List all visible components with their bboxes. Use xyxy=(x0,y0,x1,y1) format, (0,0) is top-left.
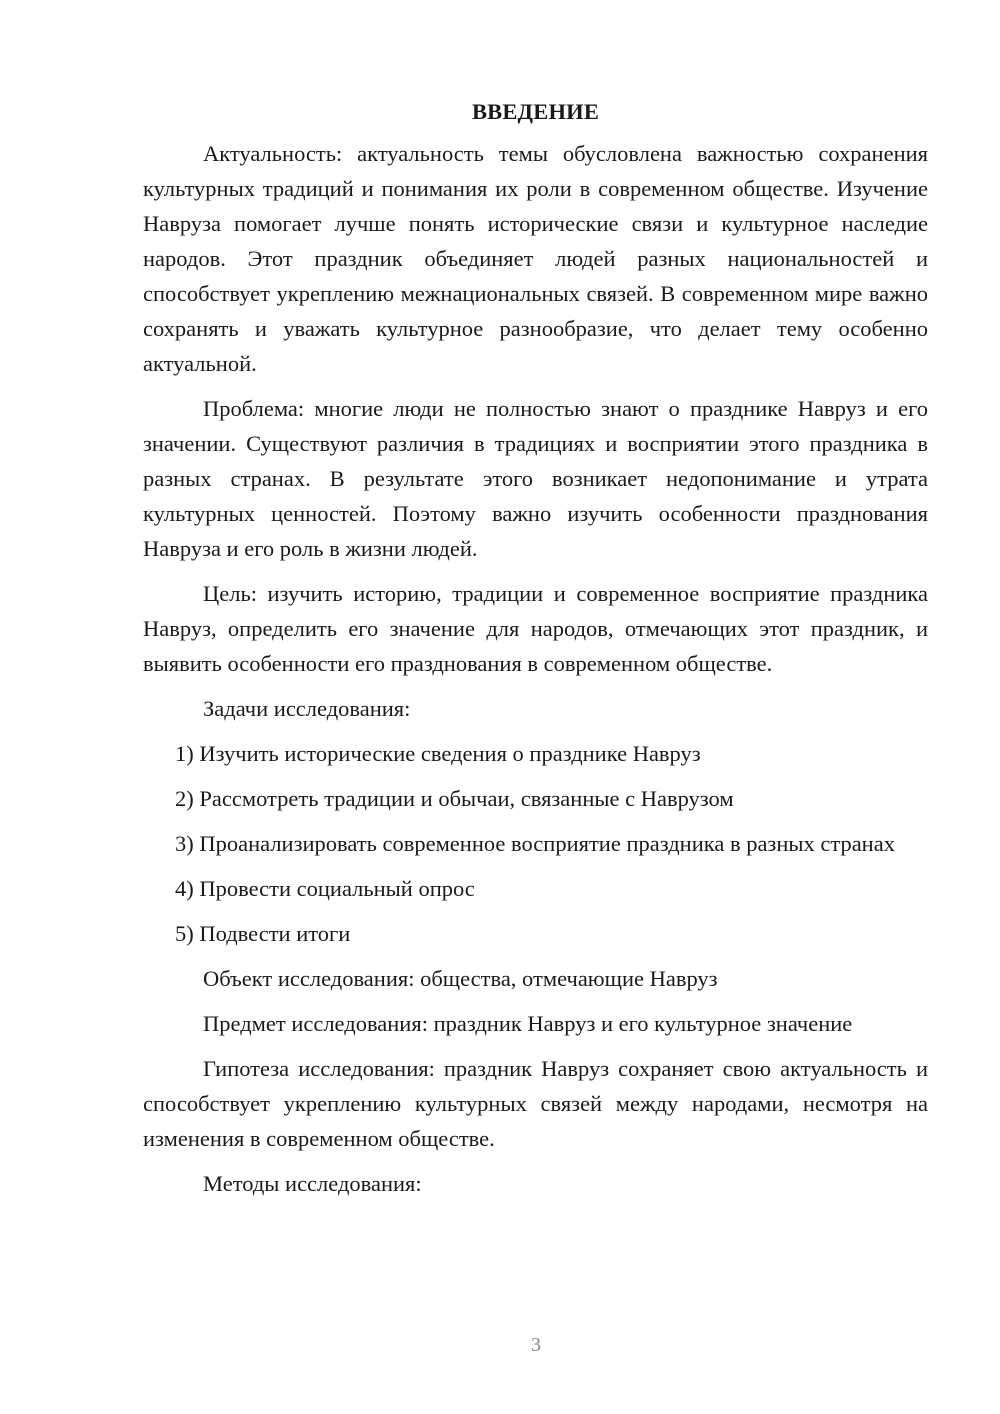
methods-paragraph: Методы исследования: xyxy=(203,1171,422,1196)
goal-paragraph: Цель: изучить историю, традиции и современное восприятие праздника Навруз, определить его значение для народов, отмечающих этот праздник, и выявить особенности его празднования в современном обществе. xyxy=(143,581,928,676)
problem-paragraph: Проблема: многие люди не полностью знают о празднике Навруз и его значении. Существуют различия в традициях и восприятии этого праздника в разных странах. В результате этого возникает недопонимание и утрата культурных ценностей. Поэтому важно изучить особенности празднования Навруза и его роль в жизни людей. xyxy=(143,396,928,561)
document-page xyxy=(143,90,928,1211)
subject-paragraph: Предмет исследования: праздник Навруз и его культурное значение xyxy=(203,1011,853,1036)
page-number: 3 xyxy=(531,1334,541,1356)
task-item-3: 3) Проанализировать современное восприятие праздника в разных странах xyxy=(175,831,895,856)
task-item-1: 1) Изучить исторические сведения о празднике Навруз xyxy=(175,741,701,766)
object-paragraph: Объект исследования: общества, отмечающие Навруз xyxy=(203,966,718,991)
tasks-title: Задачи исследования: xyxy=(203,696,411,721)
hypothesis-paragraph: Гипотеза исследования: праздник Навруз сохраняет свою актуальность и способствует укреплению культурных связей между народами, несмотря на изменения в современном обществе. xyxy=(143,1056,928,1151)
task-item-5: 5) Подвести итоги xyxy=(175,921,351,946)
task-item-2: 2) Рассмотреть традиции и обычаи, связанные с Наврузом xyxy=(175,786,734,811)
section-heading: ВВЕДЕНИЕ xyxy=(471,99,600,124)
task-item-4: 4) Провести социальный опрос xyxy=(175,876,475,901)
relevance-paragraph: Актуальность: актуальность темы обусловлена важностью сохранения культурных традиций и понимания их роли в современном обществе. Изучение Навруза помогает лучше понять исторические связи и культурное наследие народов. Этот праздник объединяет людей разных национальностей и способствует укреплению межнациональных связей. В современном мире важно сохранять и уважать культурное разнообразие, что делает тему особенно актуальной. xyxy=(143,141,928,376)
